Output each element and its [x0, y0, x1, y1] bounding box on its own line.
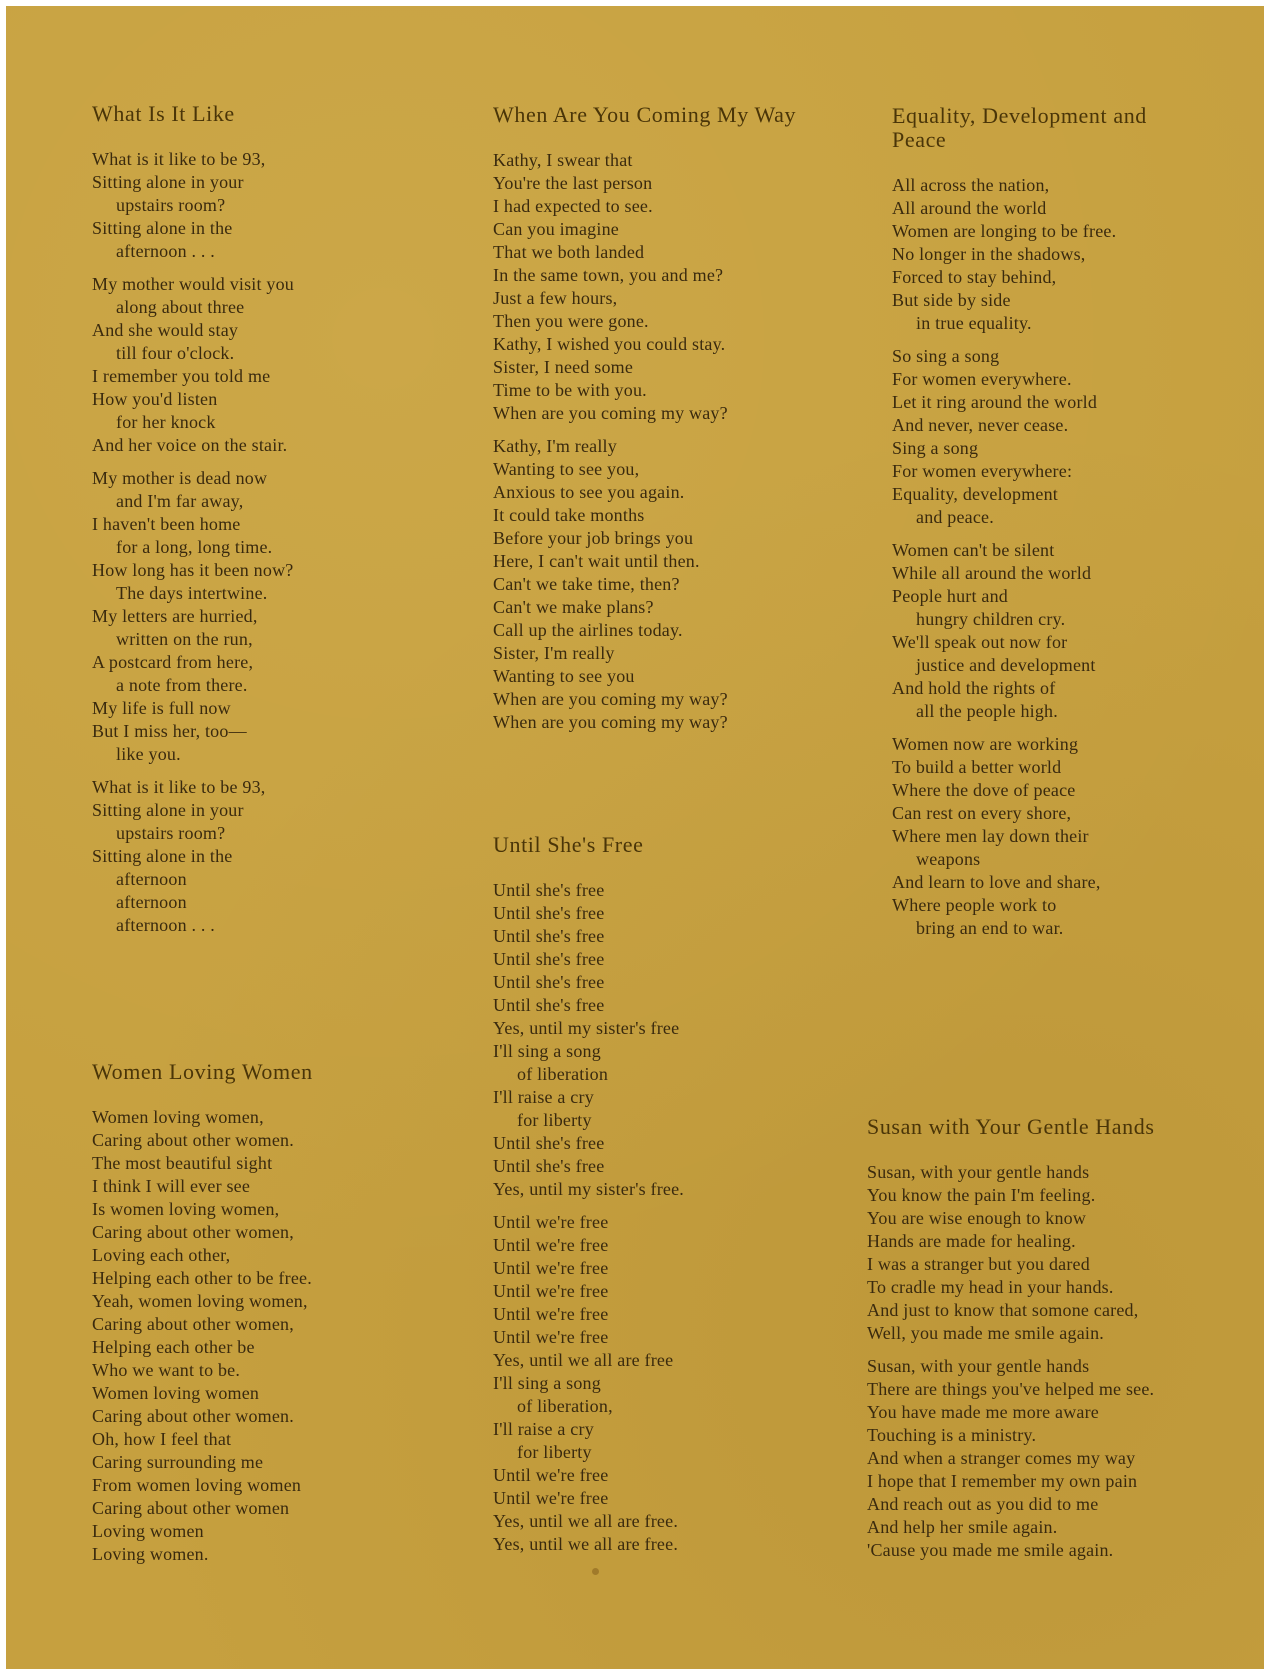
poem-line: Can't we make plans?	[493, 597, 654, 617]
poem-line: Until we're free	[493, 1327, 609, 1347]
poem-line: and peace.	[916, 507, 994, 527]
poem-line: No longer in the shadows,	[892, 244, 1086, 264]
poem-line: I hope that I remember my own pain	[867, 1471, 1138, 1491]
poem-line: Caring about other women,	[92, 1314, 294, 1334]
poem-line: of liberation	[517, 1064, 609, 1084]
poem-line: for a long, long time.	[116, 537, 273, 557]
poem-line: Caring about other women.	[92, 1130, 294, 1150]
poem-line: And when a stranger comes my way	[867, 1448, 1136, 1468]
poem-line: I'll sing a song	[493, 1041, 601, 1061]
poem-line: weapons	[916, 849, 981, 869]
poem-line: Caring about other women,	[92, 1222, 294, 1242]
poem-line: Loving women	[92, 1521, 204, 1541]
poem-line: Women can't be silent	[892, 540, 1055, 560]
poem-line: all the people high.	[916, 701, 1058, 721]
stanza	[92, 148, 422, 263]
poem-line: upstairs room?	[116, 823, 226, 843]
poem-line: Before your job brings you	[493, 528, 694, 548]
poem-line: afternoon . . .	[116, 241, 215, 261]
poem-susan-with-your-gentle-hands	[867, 1115, 1237, 1572]
stanza	[92, 1106, 432, 1566]
poem-line: For women everywhere.	[892, 369, 1072, 389]
poem-line: Sitting alone in your	[92, 800, 244, 820]
poem-line: I had expected to see.	[493, 196, 653, 216]
poem-line: Just a few hours,	[493, 288, 618, 308]
poem-what-is-it-like	[92, 102, 422, 947]
poem-line: bring an end to war.	[916, 918, 1064, 938]
poem-line: Here, I can't wait until then.	[493, 551, 700, 571]
poem-line: Until she's free	[493, 972, 605, 992]
stanza	[493, 149, 833, 425]
poem-line: What is it like to be 93,	[92, 149, 266, 169]
poem-line: Can rest on every shore,	[892, 803, 1072, 823]
stanza	[867, 1161, 1237, 1345]
poem-line: And hold the rights of	[892, 678, 1056, 698]
poem-line: I'll raise a cry	[493, 1419, 594, 1439]
poem-line: Kathy, I wished you could stay.	[493, 334, 726, 354]
poem-line: My letters are hurried,	[92, 606, 258, 626]
poem-line: I'll sing a song	[493, 1373, 601, 1393]
poem-line: afternoon . . .	[116, 915, 215, 935]
poem-line: Yes, until my sister's free.	[493, 1179, 685, 1199]
poem-line: Yes, until we all are free.	[493, 1511, 679, 1531]
poem-line: Until we're free	[493, 1488, 609, 1508]
poem-line: Until she's free	[493, 903, 605, 923]
poem-line: Susan, with your gentle hands	[867, 1356, 1090, 1376]
poem-line: And just to know that somone cared,	[867, 1300, 1139, 1320]
poem-line: You're the last person	[493, 173, 653, 193]
poem-line: Until she's free	[493, 1156, 605, 1176]
poem-line: People hurt and	[892, 586, 1008, 606]
poem-line: The days intertwine.	[116, 583, 268, 603]
poem-line: My life is full now	[92, 698, 231, 718]
poem-line: And learn to love and share,	[892, 872, 1101, 892]
poem-line: Yeah, women loving women,	[92, 1291, 308, 1311]
poem-line: All across the nation,	[892, 175, 1050, 195]
poem-women-loving-women	[92, 1060, 432, 1576]
poem-equality-development-and-peace	[892, 104, 1162, 950]
poem-line: What is it like to be 93,	[92, 777, 266, 797]
poem-line: Until we're free	[493, 1235, 609, 1255]
poem-line: Sister, I need some	[493, 357, 634, 377]
poem-line: How long has it been now?	[92, 560, 294, 580]
poem-line: like you.	[116, 744, 181, 764]
poem-line: Time to be with you.	[493, 380, 647, 400]
poem-line: When are you coming my way?	[493, 712, 728, 732]
poem-line: Touching is a ministry.	[867, 1425, 1037, 1445]
poem-line: Loving each other,	[92, 1245, 231, 1265]
poem-title: When Are You Coming My Way	[493, 102, 797, 127]
poem-line: Where men lay down their	[892, 826, 1089, 846]
poem-line: Sitting alone in your	[92, 172, 244, 192]
poem-line: Until she's free	[493, 949, 605, 969]
poem-line: Wanting to see you	[493, 666, 635, 686]
poem-line: I was a stranger but you dared	[867, 1254, 1090, 1274]
poem-line: We'll speak out now for	[892, 632, 1068, 652]
poem-line: I haven't been home	[92, 514, 241, 534]
stanza	[493, 879, 813, 1201]
stanza	[892, 539, 1162, 723]
poem-line: afternoon	[116, 869, 187, 889]
poem-until-shes-free	[493, 833, 813, 1566]
poem-line: justice and development	[916, 655, 1096, 675]
poem-title: Susan with Your Gentle Hands	[867, 1114, 1155, 1139]
poem-line: Caring about other women.	[92, 1406, 294, 1426]
page-marker-dot	[592, 1568, 599, 1575]
poem-line: and I'm far away,	[116, 491, 244, 511]
poem-line: upstairs room?	[116, 195, 226, 215]
poem-line: While all around the world	[892, 563, 1092, 583]
poem-line: Helping each other to be free.	[92, 1268, 312, 1288]
stanza	[892, 345, 1162, 529]
poem-line: Until we're free	[493, 1281, 609, 1301]
poem-line: I think I will ever see	[92, 1176, 251, 1196]
poem-title: What Is It Like	[92, 101, 235, 126]
poem-line: Forced to stay behind,	[892, 267, 1057, 287]
poem-line: Can you imagine	[493, 219, 619, 239]
poem-line: Yes, until we all are free	[493, 1350, 674, 1370]
poem-line: The most beautiful sight	[92, 1153, 273, 1173]
stanza	[867, 1355, 1237, 1562]
poem-line: Where the dove of peace	[892, 780, 1076, 800]
poem-line: Until we're free	[493, 1465, 609, 1485]
poem-line: hungry children cry.	[916, 609, 1066, 629]
poem-line: Women now are working	[892, 734, 1079, 754]
poem-line: Until she's free	[493, 926, 605, 946]
poem-line: You know the pain I'm feeling.	[867, 1185, 1096, 1205]
poem-line: My mother is dead now	[92, 468, 268, 488]
poem-line: And reach out as you did to me	[867, 1494, 1099, 1514]
poem-line: In the same town, you and me?	[493, 265, 724, 285]
poem-line: afternoon	[116, 892, 187, 912]
poem-line: Until we're free	[493, 1304, 609, 1324]
poem-line: I'll raise a cry	[493, 1087, 594, 1107]
poem-line: So sing a song	[892, 346, 1000, 366]
poem-line: My mother would visit you	[92, 274, 294, 294]
poem-line: Call up the airlines today.	[493, 620, 683, 640]
stanza	[92, 467, 422, 766]
poem-line: And never, never cease.	[892, 415, 1069, 435]
poem-line: To build a better world	[892, 757, 1062, 777]
poem-when-are-you-coming-my-way	[493, 103, 833, 744]
poem-line: Yes, until we all are free.	[493, 1534, 679, 1554]
poem-line: Well, you made me smile again.	[867, 1323, 1104, 1343]
stanza	[892, 733, 1162, 940]
poem-line: Can't we take time, then?	[493, 574, 680, 594]
poem-line: For women everywhere:	[892, 461, 1073, 481]
poem-line: Equality, development	[892, 484, 1058, 504]
poem-line: Until she's free	[493, 995, 605, 1015]
poem-line: Yes, until my sister's free	[493, 1018, 680, 1038]
poem-line: Helping each other be	[92, 1337, 255, 1357]
poem-line: I remember you told me	[92, 366, 271, 386]
poem-line: Kathy, I'm really	[493, 436, 617, 456]
poem-line: for her knock	[116, 412, 216, 432]
poem-line: And she would stay	[92, 320, 239, 340]
stanza	[92, 273, 422, 457]
poem-line: Let it ring around the world	[892, 392, 1098, 412]
poem-line: You have made me more aware	[867, 1402, 1099, 1422]
poem-line: Who we want to be.	[92, 1360, 241, 1380]
poem-line: in true equality.	[916, 313, 1032, 333]
poem-line: Sister, I'm really	[493, 643, 615, 663]
poem-line: Until we're free	[493, 1258, 609, 1278]
poem-line: A postcard from here,	[92, 652, 254, 672]
poem-title: Equality, Development and Peace	[892, 103, 1147, 152]
poem-line: Kathy, I swear that	[493, 150, 633, 170]
poem-line: Sitting alone in the	[92, 846, 233, 866]
poem-line: When are you coming my way?	[493, 689, 728, 709]
stanza	[92, 776, 422, 937]
poem-line: When are you coming my way?	[493, 403, 728, 423]
poem-line: From women loving women	[92, 1475, 302, 1495]
songbook-page	[6, 6, 1264, 1669]
poem-line: along about three	[116, 297, 245, 317]
poem-title: Women Loving Women	[92, 1059, 313, 1084]
poem-line: Until we're free	[493, 1212, 609, 1232]
poem-line: And her voice on the stair.	[92, 435, 288, 455]
poem-line: Anxious to see you again.	[493, 482, 685, 502]
poem-line: a note from there.	[116, 675, 248, 695]
stanza	[493, 1211, 813, 1556]
poem-line: Then you were gone.	[493, 311, 649, 331]
stanza	[493, 435, 833, 734]
poem-line: Loving women.	[92, 1544, 209, 1564]
poem-line: Caring surrounding me	[92, 1452, 264, 1472]
poem-line: Susan, with your gentle hands	[867, 1162, 1090, 1182]
poem-line: Where people work to	[892, 895, 1057, 915]
poem-line: You are wise enough to know	[867, 1208, 1087, 1228]
poem-line: Until she's free	[493, 1133, 605, 1153]
poem-line: till four o'clock.	[116, 343, 235, 363]
poem-line: written on the run,	[116, 629, 253, 649]
poem-title: Until She's Free	[493, 832, 644, 857]
poem-line: Women loving women	[92, 1383, 260, 1403]
poem-line: There are things you've helped me see.	[867, 1379, 1155, 1399]
poem-line: It could take months	[493, 505, 645, 525]
poem-line: And help her smile again.	[867, 1517, 1058, 1537]
poem-line: Until she's free	[493, 880, 605, 900]
poem-line: But side by side	[892, 290, 1011, 310]
poem-line: Oh, how I feel that	[92, 1429, 232, 1449]
poem-line: Women are longing to be free.	[892, 221, 1117, 241]
poem-line: for liberty	[517, 1442, 592, 1462]
poem-line: Women loving women,	[92, 1107, 264, 1127]
poem-line: That we both landed	[493, 242, 645, 262]
poem-line: Caring about other women	[92, 1498, 290, 1518]
poem-line: Hands are made for healing.	[867, 1231, 1076, 1251]
poem-line: of liberation,	[517, 1396, 613, 1416]
poem-line: To cradle my head in your hands.	[867, 1277, 1114, 1297]
poem-line: for liberty	[517, 1110, 592, 1130]
poem-line: How you'd listen	[92, 389, 218, 409]
poem-line: Wanting to see you,	[493, 459, 640, 479]
poem-line: Is women loving women,	[92, 1199, 280, 1219]
poem-line: 'Cause you made me smile again.	[867, 1540, 1114, 1560]
poem-line: All around the world	[892, 198, 1047, 218]
poem-line: But I miss her, too—	[92, 721, 247, 741]
poem-line: Sitting alone in the	[92, 218, 233, 238]
poem-line: Sing a song	[892, 438, 979, 458]
stanza	[892, 174, 1162, 335]
